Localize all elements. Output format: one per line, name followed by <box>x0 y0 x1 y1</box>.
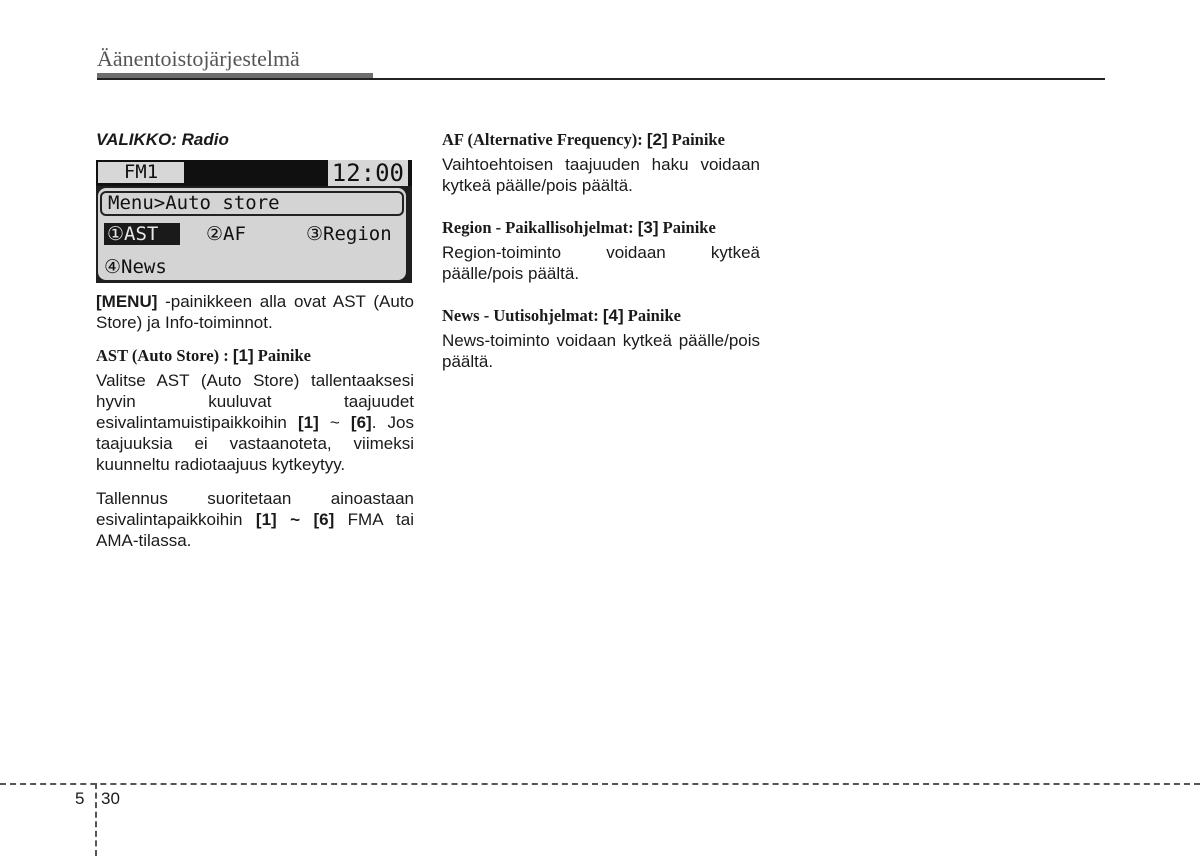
ast-p2-keys: [1] ~ [6] <box>255 510 335 529</box>
ast-p2-text-b: FMA tai AMA-tilassa. <box>96 510 414 550</box>
display-option-region: ③Region <box>306 223 392 245</box>
footer-divider <box>95 783 97 856</box>
news-key: [4] <box>602 306 624 325</box>
ast-p1-key-1: [1] <box>297 413 319 432</box>
ast-p1-text-a: Valitse AST (Auto Store) tallentaaksesi hyvin kuuluvat taajuudet esivalintamuistipaikkoihin <box>96 371 414 432</box>
news-heading-suffix: Painike <box>623 306 681 325</box>
header-rule <box>97 78 1105 80</box>
af-heading-text: AF (Alternative Frequency): <box>442 130 647 149</box>
page-header-title: Äänentoistojärjestelmä <box>97 46 300 71</box>
intro-paragraph <box>96 291 414 333</box>
region-paragraph: Region-toiminto voidaan kytkeä päälle/pois päältä. <box>442 243 760 283</box>
region-heading-text: Region - Paikallisohjelmat: <box>442 218 638 237</box>
news-heading <box>442 306 760 326</box>
news-heading-text: News - Uutisohjelmat: <box>442 306 603 325</box>
ast-p1-text-c: . Jos taajuuksia ei vastaanoteta, viimeksi kuunneltu radiotaajuus kytkeytyy. <box>96 413 414 474</box>
page-number: 30 <box>101 789 120 808</box>
footer-rule <box>0 783 1200 785</box>
intro-text: -painikkeen alla ovat AST (Auto Store) ja Info-toiminnot. <box>96 292 414 332</box>
section-label: VALIKKO: Radio <box>96 130 229 149</box>
af-heading <box>442 130 760 150</box>
ast-p1-text-b: ~ <box>318 413 351 432</box>
left-column <box>96 130 414 564</box>
af-heading-suffix: Painike <box>667 130 725 149</box>
display-option-ast: ①AST <box>104 223 180 245</box>
middle-column <box>442 130 760 385</box>
display-option-news: ④News <box>104 256 167 278</box>
radio-display-illustration <box>96 160 412 283</box>
region-heading-suffix: Painike <box>658 218 716 237</box>
ast-heading-text: AST (Auto Store) : <box>96 346 233 365</box>
display-screen <box>98 188 406 280</box>
news-paragraph: News-toiminto voidaan kytkeä päälle/pois päältä. <box>442 331 760 371</box>
ast-p2-text-a: Tallennus suoritetaan ainoastaan esivalintapaikkoihin <box>96 489 414 529</box>
ast-p1-key-6: [6] <box>350 413 372 432</box>
display-menu-path: Menu>Auto store <box>100 191 404 216</box>
display-band: FM1 <box>98 162 184 183</box>
display-option-af: ②AF <box>206 223 246 245</box>
chapter-number: 5 <box>75 789 85 808</box>
ast-paragraph-1 <box>96 370 414 475</box>
region-heading <box>442 218 760 238</box>
af-key: [2] <box>646 130 668 149</box>
ast-key: [1] <box>232 346 254 365</box>
menu-key: [MENU] <box>96 292 158 311</box>
ast-paragraph-2 <box>96 488 414 551</box>
region-key: [3] <box>637 218 659 237</box>
af-paragraph: Vaihtoehtoisen taajuuden haku voidaan kytkeä päälle/pois päältä. <box>442 155 760 195</box>
display-clock: 12:00 <box>328 160 408 186</box>
ast-heading-suffix: Painike <box>253 346 311 365</box>
ast-heading <box>96 346 414 366</box>
